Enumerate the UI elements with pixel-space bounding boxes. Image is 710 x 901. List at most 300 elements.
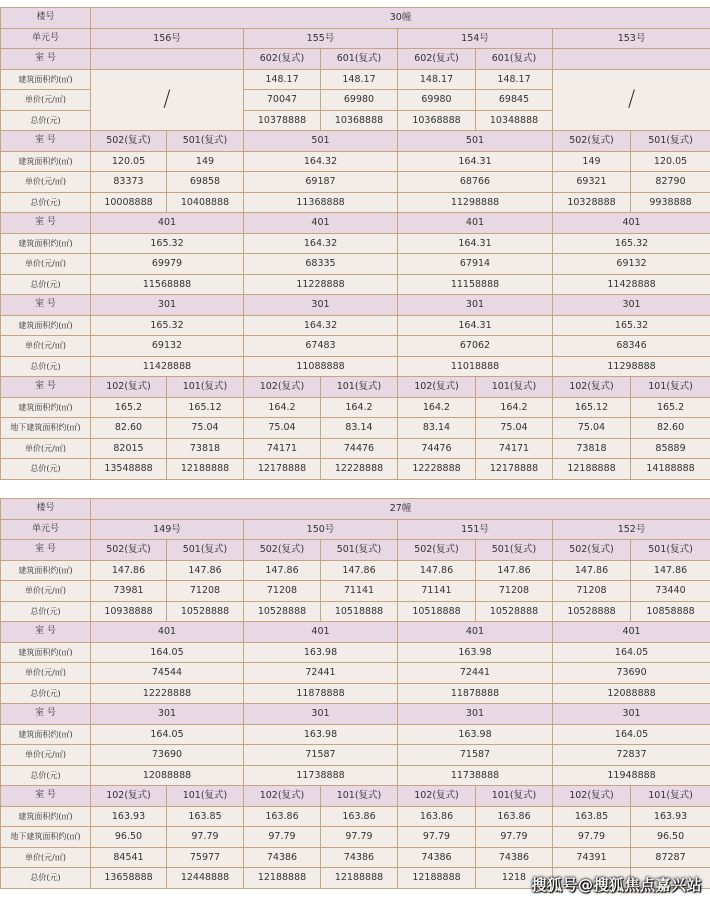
total-cell: 12228888 (398, 459, 476, 480)
room-cell: 401 (91, 622, 244, 643)
price-label: 单价(元/㎡) (1, 581, 91, 602)
room-cell (91, 49, 244, 70)
total-cell: 11948888 (553, 765, 710, 786)
price-cell: 73981 (91, 581, 167, 602)
price-cell: 71208 (244, 581, 321, 602)
room-cell: 401 (398, 213, 553, 234)
price-cell: 74171 (476, 438, 553, 459)
area-cell: 163.86 (476, 806, 553, 827)
area-cell: 147.86 (631, 560, 710, 581)
total-cell: 12088888 (91, 765, 244, 786)
area-cell: 163.98 (244, 642, 398, 663)
room-cell: 301 (553, 295, 710, 316)
area-cell: 164.05 (91, 724, 244, 745)
underground-cell: 96.50 (91, 827, 167, 848)
room-cell: 502(复式) (91, 540, 167, 561)
underground-cell: 97.79 (553, 827, 631, 848)
t1-f4-price-row (1, 254, 710, 275)
price-cell: 75977 (167, 847, 244, 868)
t1-f1-total-row (1, 459, 710, 480)
area-cell: 147.86 (476, 560, 553, 581)
price-cell: 82790 (631, 172, 710, 193)
room-cell (553, 49, 710, 70)
room-cell: 301 (398, 704, 553, 725)
area-cell: 148.17 (244, 69, 321, 90)
price-cell: 67062 (398, 336, 553, 357)
room-cell: 501(复式) (631, 540, 710, 561)
price-cell: 87287 (631, 847, 710, 868)
price-cell: 72837 (553, 745, 710, 766)
total-label: 总价(元) (1, 601, 91, 622)
empty-slash: / (91, 69, 244, 131)
area-cell: 164.32 (244, 233, 398, 254)
room-cell: 502(复式) (553, 131, 631, 152)
building-label: 楼号 (1, 499, 91, 520)
underground-cell: 97.79 (398, 827, 476, 848)
room-cell: 101(复式) (631, 786, 710, 807)
building-name: 30幢 (91, 8, 710, 29)
area-cell: 164.2 (244, 397, 321, 418)
room-cell: 401 (244, 622, 398, 643)
t2-f3-total-row (1, 765, 710, 786)
price-cell: 74386 (244, 847, 321, 868)
area-cell: 149 (553, 151, 631, 172)
price-cell: 72441 (398, 663, 553, 684)
underground-cell: 83.14 (398, 418, 476, 439)
t1-building-row (1, 8, 710, 29)
price-cell: 69858 (167, 172, 244, 193)
t1-f3-area-row (1, 315, 710, 336)
area-cell: 147.86 (553, 560, 631, 581)
total-label: 总价(元) (1, 274, 91, 295)
room-cell: 401 (553, 622, 710, 643)
total-cell: 12188888 (321, 868, 398, 889)
t2-f4-area-row (1, 642, 710, 663)
area-cell: 148.17 (476, 69, 553, 90)
area-cell: 120.05 (631, 151, 710, 172)
t2-unit-row (1, 519, 710, 540)
area-label: 建筑面积约(㎡) (1, 69, 91, 90)
price-cell: 71141 (398, 581, 476, 602)
total-cell: 11088888 (244, 356, 398, 377)
area-label: 建筑面积约(㎡) (1, 151, 91, 172)
total-cell: 14188888 (631, 459, 710, 480)
total-cell: 11368888 (244, 192, 398, 213)
t2-f5-price-row (1, 581, 710, 602)
room-cell: 502(复式) (91, 131, 167, 152)
t2-f1-area-row (1, 806, 710, 827)
t2-f1-room-row (1, 786, 710, 807)
t2-f3-price-row (1, 745, 710, 766)
area-cell: 165.32 (553, 233, 710, 254)
room-label: 室 号 (1, 540, 91, 561)
underground-cell: 82.60 (631, 418, 710, 439)
underground-cell: 75.04 (476, 418, 553, 439)
t2-f3-area-row (1, 724, 710, 745)
total-label: 总价(元) (1, 459, 91, 480)
price-cell: 74476 (321, 438, 398, 459)
area-cell: 163.93 (631, 806, 710, 827)
area-cell: 164.31 (398, 151, 553, 172)
price-cell: 69979 (91, 254, 244, 275)
total-cell: 10368888 (398, 110, 476, 131)
underground-cell: 75.04 (167, 418, 244, 439)
price-cell: 69980 (398, 90, 476, 111)
unit-label: 单元号 (1, 519, 91, 540)
room-label: 室 号 (1, 704, 91, 725)
room-cell: 101(复式) (167, 377, 244, 398)
area-cell: 163.86 (321, 806, 398, 827)
price-cell: 71587 (244, 745, 398, 766)
area-label: 建筑面积约(㎡) (1, 560, 91, 581)
room-cell: 501(复式) (631, 131, 710, 152)
area-cell: 164.05 (553, 642, 710, 663)
room-label: 室 号 (1, 131, 91, 152)
total-label: 总价(元) (1, 110, 91, 131)
t1-f5-price-row (1, 172, 710, 193)
price-cell: 73690 (91, 745, 244, 766)
price-cell: 84541 (91, 847, 167, 868)
area-cell: 165.2 (91, 397, 167, 418)
room-cell: 602(复式) (398, 49, 476, 70)
t1-f1-price-row (1, 438, 710, 459)
price-label: 单价(元/㎡) (1, 336, 91, 357)
unit-155: 155号 (244, 28, 398, 49)
building-name: 27幢 (91, 499, 710, 520)
price-cell: 70047 (244, 90, 321, 111)
area-cell: 163.86 (244, 806, 321, 827)
price-cell: 72441 (244, 663, 398, 684)
t2-f3-room-row (1, 704, 710, 725)
room-cell: 301 (398, 295, 553, 316)
unit-151: 151号 (398, 519, 553, 540)
area-cell: 149 (167, 151, 244, 172)
price-cell: 83373 (91, 172, 167, 193)
total-cell: 10408888 (167, 192, 244, 213)
price-cell: 73690 (553, 663, 710, 684)
room-cell: 301 (91, 704, 244, 725)
area-label: 建筑面积约(㎡) (1, 397, 91, 418)
total-cell: 10528888 (167, 601, 244, 622)
room-cell: 502(复式) (244, 540, 321, 561)
price-cell: 71141 (321, 581, 398, 602)
area-cell: 164.31 (398, 315, 553, 336)
price-table-building-27 (0, 498, 710, 889)
total-cell: 13548888 (91, 459, 167, 480)
room-cell: 501 (398, 131, 553, 152)
total-cell: 12188888 (553, 459, 631, 480)
total-cell: 11738888 (398, 765, 553, 786)
room-cell: 401 (244, 213, 398, 234)
total-cell: 11878888 (244, 683, 398, 704)
price-cell: 82015 (91, 438, 167, 459)
total-cell: 11738888 (244, 765, 398, 786)
underground-cell: 97.79 (476, 827, 553, 848)
area-cell: 164.31 (398, 233, 553, 254)
total-cell: 10528888 (476, 601, 553, 622)
area-cell: 164.2 (321, 397, 398, 418)
underground-cell: 75.04 (553, 418, 631, 439)
total-cell: 10328888 (553, 192, 631, 213)
room-cell: 102(复式) (553, 377, 631, 398)
total-cell: 9938888 (631, 192, 710, 213)
t1-f4-room-row (1, 213, 710, 234)
room-cell: 102(复式) (244, 377, 321, 398)
price-cell: 74476 (398, 438, 476, 459)
room-cell: 101(复式) (167, 786, 244, 807)
total-cell: 10008888 (91, 192, 167, 213)
total-cell: 10528888 (553, 601, 631, 622)
total-cell: 11298888 (553, 356, 710, 377)
unit-label: 单元号 (1, 28, 91, 49)
area-cell: 163.98 (398, 724, 553, 745)
room-label: 室 号 (1, 49, 91, 70)
t1-f3-room-row (1, 295, 710, 316)
total-cell: 11428888 (553, 274, 710, 295)
total-cell: 10528888 (244, 601, 321, 622)
total-cell: 12188888 (244, 868, 321, 889)
empty-slash: / (553, 69, 710, 131)
room-cell: 301 (244, 295, 398, 316)
t1-f1-underground-row (1, 418, 710, 439)
area-cell: 165.32 (91, 315, 244, 336)
total-label: 总价(元) (1, 868, 91, 889)
underground-label: 地下建筑面积约(㎡) (1, 418, 91, 439)
price-cell: 71208 (476, 581, 553, 602)
price-label: 单价(元/㎡) (1, 254, 91, 275)
unit-149: 149号 (91, 519, 244, 540)
area-cell: 147.86 (321, 560, 398, 581)
area-cell: 148.17 (321, 69, 398, 90)
total-label: 总价(元) (1, 192, 91, 213)
room-cell: 501(复式) (167, 131, 244, 152)
room-label: 室 号 (1, 377, 91, 398)
unit-152: 152号 (553, 519, 710, 540)
t2-f4-price-row (1, 663, 710, 684)
unit-153: 153号 (553, 28, 710, 49)
t1-f5-area-row (1, 151, 710, 172)
room-cell: 102(复式) (91, 377, 167, 398)
total-cell: 10858888 (631, 601, 710, 622)
underground-cell: 97.79 (244, 827, 321, 848)
room-cell: 101(复式) (631, 377, 710, 398)
room-cell: 602(复式) (244, 49, 321, 70)
area-cell: 165.12 (167, 397, 244, 418)
t1-f1-room-row (1, 377, 710, 398)
t1-f3-total-row (1, 356, 710, 377)
unit-154: 154号 (398, 28, 553, 49)
room-cell: 101(复式) (321, 786, 398, 807)
t2-f1-price-row (1, 847, 710, 868)
area-cell: 163.98 (398, 642, 553, 663)
area-cell: 164.2 (398, 397, 476, 418)
total-cell: 10518888 (321, 601, 398, 622)
area-cell: 164.32 (244, 315, 398, 336)
area-cell: 163.85 (167, 806, 244, 827)
total-cell: 11878888 (398, 683, 553, 704)
price-cell: 68766 (398, 172, 553, 193)
t1-f4-total-row (1, 274, 710, 295)
area-cell: 165.12 (553, 397, 631, 418)
total-label: 总价(元) (1, 765, 91, 786)
underground-cell: 96.50 (631, 827, 710, 848)
area-cell: 147.86 (244, 560, 321, 581)
area-cell: 165.32 (553, 315, 710, 336)
total-cell: 10938888 (91, 601, 167, 622)
room-cell: 401 (398, 622, 553, 643)
t2-f5-area-row (1, 560, 710, 581)
price-cell: 69132 (91, 336, 244, 357)
t1-f1-area-row (1, 397, 710, 418)
area-cell: 164.2 (476, 397, 553, 418)
price-cell: 74171 (244, 438, 321, 459)
t2-f4-total-row (1, 683, 710, 704)
total-cell: 12088888 (553, 683, 710, 704)
room-cell: 501(复式) (321, 540, 398, 561)
price-cell: 74386 (321, 847, 398, 868)
total-cell: 11298888 (398, 192, 553, 213)
price-cell: 74386 (476, 847, 553, 868)
underground-cell: 97.79 (321, 827, 398, 848)
underground-cell: 82.60 (91, 418, 167, 439)
room-cell: 102(复式) (398, 786, 476, 807)
room-cell: 501(复式) (476, 540, 553, 561)
area-cell: 163.93 (91, 806, 167, 827)
t1-f5-room-row (1, 131, 710, 152)
room-cell: 502(复式) (553, 540, 631, 561)
total-cell: 12188888 (167, 459, 244, 480)
total-cell: 12448888 (167, 868, 244, 889)
total-cell: 11568888 (91, 274, 244, 295)
room-cell: 501 (244, 131, 398, 152)
area-label: 建筑面积约(㎡) (1, 724, 91, 745)
area-cell: 165.2 (631, 397, 710, 418)
price-cell: 73440 (631, 581, 710, 602)
t1-f4-area-row (1, 233, 710, 254)
price-cell: 69321 (553, 172, 631, 193)
area-cell: 165.32 (91, 233, 244, 254)
total-cell: 10378888 (244, 110, 321, 131)
price-cell: 68346 (553, 336, 710, 357)
t2-building-row (1, 499, 710, 520)
area-cell: 163.98 (244, 724, 398, 745)
t1-body (1, 8, 710, 480)
room-cell: 501(复式) (167, 540, 244, 561)
price-cell: 67914 (398, 254, 553, 275)
t2-body (1, 499, 710, 889)
area-cell: 148.17 (398, 69, 476, 90)
price-cell: 73818 (167, 438, 244, 459)
total-cell: 11018888 (398, 356, 553, 377)
price-cell: 71587 (398, 745, 553, 766)
room-cell: 401 (553, 213, 710, 234)
room-cell: 601(复式) (321, 49, 398, 70)
area-cell: 147.86 (398, 560, 476, 581)
total-cell: 12188888 (398, 868, 476, 889)
t2-f1-underground-row (1, 827, 710, 848)
room-cell: 301 (553, 704, 710, 725)
room-cell: 301 (91, 295, 244, 316)
t1-top-area-row (1, 69, 710, 90)
room-cell: 301 (244, 704, 398, 725)
total-cell: 12228888 (321, 459, 398, 480)
total-cell: 10518888 (398, 601, 476, 622)
room-label: 室 号 (1, 786, 91, 807)
price-cell: 68335 (244, 254, 398, 275)
price-cell: 73818 (553, 438, 631, 459)
underground-label: 地下建筑面积约(㎡) (1, 827, 91, 848)
area-label: 建筑面积约(㎡) (1, 806, 91, 827)
underground-cell: 97.79 (167, 827, 244, 848)
total-cell: 11228888 (244, 274, 398, 295)
room-cell: 401 (91, 213, 244, 234)
area-cell: 147.86 (91, 560, 167, 581)
price-cell: 74386 (398, 847, 476, 868)
price-cell: 69845 (476, 90, 553, 111)
area-cell: 163.86 (398, 806, 476, 827)
building-label: 楼号 (1, 8, 91, 29)
total-cell: 12228888 (91, 683, 244, 704)
t1-f5-total-row (1, 192, 710, 213)
price-cell: 71208 (167, 581, 244, 602)
t2-f5-total-row (1, 601, 710, 622)
room-label: 室 号 (1, 213, 91, 234)
t2-f4-room-row (1, 622, 710, 643)
room-cell: 102(复式) (553, 786, 631, 807)
total-cell: 10348888 (476, 110, 553, 131)
price-cell: 69132 (553, 254, 710, 275)
price-label: 单价(元/㎡) (1, 745, 91, 766)
area-cell: 164.32 (244, 151, 398, 172)
t1-f3-price-row (1, 336, 710, 357)
price-cell: 74544 (91, 663, 244, 684)
area-cell: 164.05 (553, 724, 710, 745)
total-cell: 13658888 (91, 868, 167, 889)
price-cell: 69980 (321, 90, 398, 111)
area-label: 建筑面积约(㎡) (1, 315, 91, 336)
price-cell: 69187 (244, 172, 398, 193)
area-label: 建筑面积约(㎡) (1, 642, 91, 663)
underground-cell: 83.14 (321, 418, 398, 439)
price-cell: 85889 (631, 438, 710, 459)
area-cell: 147.86 (167, 560, 244, 581)
room-cell: 101(复式) (476, 786, 553, 807)
area-cell: 163.85 (553, 806, 631, 827)
room-cell: 102(复式) (244, 786, 321, 807)
total-label: 总价(元) (1, 683, 91, 704)
total-cell: 1218 (476, 868, 553, 889)
room-cell: 101(复式) (321, 377, 398, 398)
price-cell: 67483 (244, 336, 398, 357)
room-cell: 102(复式) (398, 377, 476, 398)
price-label: 单价(元/㎡) (1, 847, 91, 868)
total-cell: 11428888 (91, 356, 244, 377)
area-label: 建筑面积约(㎡) (1, 233, 91, 254)
room-cell: 502(复式) (398, 540, 476, 561)
room-label: 室 号 (1, 622, 91, 643)
total-cell: 12178888 (244, 459, 321, 480)
price-label: 单价(元/㎡) (1, 438, 91, 459)
price-label: 单价(元/㎡) (1, 172, 91, 193)
room-cell: 601(复式) (476, 49, 553, 70)
room-cell: 102(复式) (91, 786, 167, 807)
area-cell: 120.05 (91, 151, 167, 172)
room-label: 室 号 (1, 295, 91, 316)
watermark: 搜狐号@搜狐焦点嘉兴站 (531, 876, 702, 894)
area-cell: 164.05 (91, 642, 244, 663)
t1-top-room-row (1, 49, 710, 70)
price-table-building-30 (0, 7, 710, 480)
